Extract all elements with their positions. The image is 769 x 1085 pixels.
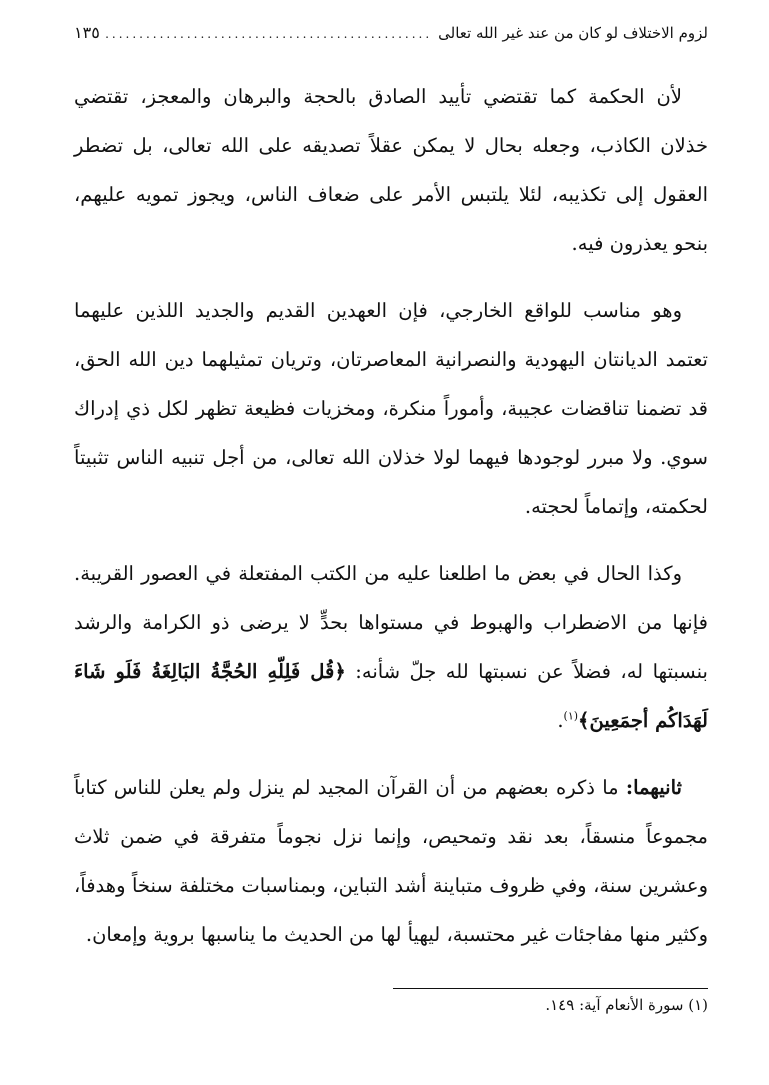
footnote-reference: (١)	[563, 709, 579, 723]
quran-verse: ﴿قُل فَلِلّهِ الحُجَّةُ البَالِغَةُ فَلَو شَاءَ لَهَدَاكُم أجمَعِينَ﴾	[74, 660, 708, 732]
leader-dots	[106, 23, 432, 45]
page-number: ١٣٥	[74, 23, 100, 42]
paragraph-2: وهو مناسب للواقع الخارجي، فإن العهدين القديم والجديد اللذين عليهما تعتمد الديانتان اليهودية والنصرانية المعاصرتان، وتريان تمثيلهما دين الله الحق، قد تضمنا تناقضات عجيبة، وأموراً منكرة، ومخزيات فظيعة تظهر لكل ذي إدراك سوي. ولا مبرر لوجودها فيهما لولا خذلان الله تعالى، من أجل تنبيه الناس تثبيتاً لحكمته، وإتماماً لحجته.	[74, 299, 708, 518]
paragraph-4-text: ما ذكره بعضهم من أن القرآن المجيد لم ينزل ولم يعلن للناس كتاباً مجموعاً منسقاً، بعد نقد وتمحيص، وإنما نزل نجوماً متفرقة في ضمن ثلاث وعشرين سنة، وفي ظروف متباينة أشد التباين، وبمناسبات مختلفة سنخاً وهدفاً، وكثير منها مفاجئات غير محتسبة، ليهيأ لها من الحديث ما يناسبها بروية وإمعان.	[74, 776, 708, 946]
running-title: لزوم الاختلاف لو كان من عند غير الله تعالى	[438, 24, 708, 42]
paragraph-3-text: وكذا الحال في بعض ما اطلعنا عليه من الكتب المفتعلة في العصور القريبة. فإنها من الاضطراب والهبوط في مستواها بحدٍّ لا يرضى ذو الكرامة والرشد بنسبتها له، فضلاً عن نسبتها لله جلّ شأنه:	[74, 562, 708, 683]
paragraph-1: لأن الحكمة كما تقتضي تأييد الصادق بالحجة والبرهان والمعجز، تقتضي خذلان الكاذب، وجعله بحال لا يمكن عقلاً تصديقه على الله تعالى، بل تضطر العقول إلى تكذيبه، لئلا يلتبس الأمر على ضعاف الناس، ويجوز تمويه عليهم، بنحو يعذرون فيه.	[74, 85, 708, 255]
page-header	[74, 22, 708, 52]
footnote: (١) سورة الأنعام آية: ١٤٩.	[545, 996, 708, 1014]
paragraph-3-end: .	[557, 709, 564, 732]
paragraph-4-lead: ثانيهما:	[625, 776, 682, 799]
page-body	[74, 72, 708, 977]
paragraph-4	[74, 763, 708, 959]
footnote-divider	[393, 988, 708, 989]
paragraph-3	[74, 549, 708, 745]
